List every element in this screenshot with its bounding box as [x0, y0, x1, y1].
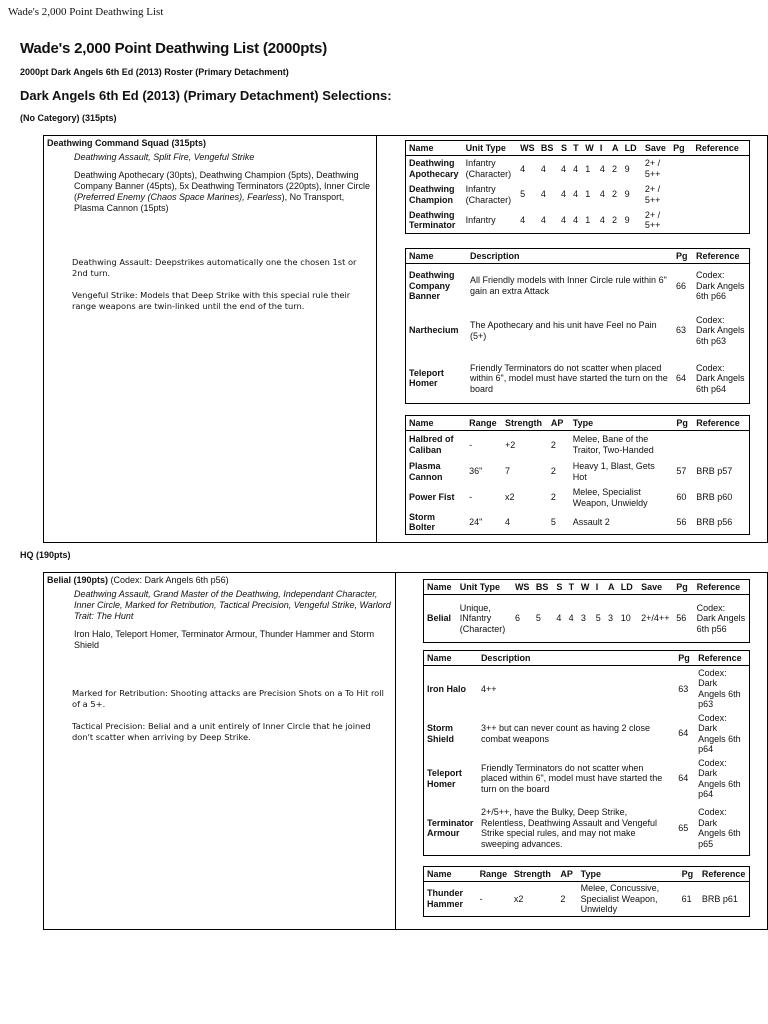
weapon-table-command-squad	[405, 415, 750, 535]
table-cell: 2	[612, 163, 618, 174]
description-table-command-squad	[405, 248, 750, 404]
table-cell: 56	[676, 516, 687, 527]
column-header: Name	[406, 141, 463, 156]
column-header: Pg	[673, 249, 693, 264]
table-cell: +2	[505, 439, 516, 450]
table-cell: BRB p60	[696, 492, 733, 503]
column-header: Reference	[693, 416, 749, 431]
table-cell: BRB p61	[701, 893, 738, 904]
table-cell: 9	[624, 215, 630, 225]
table-cell: Teleport Homer	[409, 367, 444, 389]
column-header: WS	[512, 580, 533, 595]
column-header: Save	[642, 141, 670, 156]
table-row	[424, 712, 750, 756]
table-cell	[673, 431, 693, 459]
table-cell: Iron Halo	[427, 683, 467, 694]
column-header: Reference	[695, 651, 749, 666]
table-row	[424, 802, 750, 856]
table-cell: 57	[676, 466, 687, 477]
column-header: W	[578, 580, 593, 595]
table-cell: 9	[624, 189, 630, 200]
table-cell: Codex: Dark Angels 6th p66	[696, 270, 745, 301]
profile-table-belial	[423, 579, 750, 643]
table-header-row	[424, 651, 750, 666]
table-row	[406, 511, 750, 535]
table-cell: 5	[535, 613, 541, 624]
table-cell: 4	[540, 189, 546, 200]
table-cell: 2	[612, 215, 618, 225]
column-header: Reference	[699, 867, 750, 882]
table-cell: -	[469, 439, 473, 450]
table-cell: 4	[573, 215, 579, 225]
table-cell: 9	[624, 163, 630, 174]
column-header: Name	[424, 580, 457, 595]
unit-rules-line: Deathwing Assault, Grand Master of the Deathwing, Independant Character, Inner Circle, Marked for Retribution, Tactical Precision, Vengeful Strike, Warlord Trait: The Hunt	[74, 589, 391, 621]
table-cell: 2+/5++, have the Bulky, Deep Strike, Relentless, Deathwing Assault and Vengeful Strike special rules, and may not make sweeping advances.	[480, 807, 658, 849]
table-cell: Teleport Homer	[427, 768, 462, 789]
table-cell: Terminator Armour	[427, 817, 474, 839]
rule-tactical-precision: Tactical Precision: Belial and a unit entirely of Inner Circle that he joined don't scatter when arriving by Deep Strike.	[72, 721, 371, 742]
column-header: Pg	[673, 416, 693, 431]
table-cell: 4	[599, 163, 605, 174]
table-cell: 64	[676, 373, 687, 383]
column-header: T	[570, 141, 582, 156]
table-cell: 2+ / 5++	[644, 158, 661, 179]
table-cell: 2+ / 5++	[644, 209, 661, 231]
column-header: WS	[517, 141, 538, 156]
table-row	[406, 182, 750, 208]
table-cell: Friendly Terminators do not scatter when placed within 6", model must have started the turn on the board	[470, 362, 668, 394]
table-cell: 4	[561, 163, 567, 174]
table-cell: 36"	[469, 466, 483, 477]
unit-composition: Iron Halo, Teleport Homer, Terminator Armour, Thunder Hammer and Storm Shield	[74, 629, 375, 650]
column-header: BS	[533, 580, 553, 595]
column-header: Save	[638, 580, 673, 595]
column-header: Pg	[675, 651, 695, 666]
profile-table-command-squad	[405, 140, 750, 234]
table-cell: 24"	[469, 516, 483, 527]
column-header: Description	[478, 651, 675, 666]
table-cell: 4	[540, 163, 546, 174]
selections-heading: Dark Angels 6th Ed (2013) (Primary Detachment) Selections:	[20, 88, 392, 103]
column-header: Pg	[679, 867, 699, 882]
table-cell: x2	[505, 492, 515, 503]
column-header: Name	[406, 416, 467, 431]
table-cell: 56	[676, 613, 687, 624]
table-cell: Codex: Dark Angels 6th p65	[698, 807, 741, 849]
column-header: S	[553, 580, 565, 595]
roster-subtitle: 2000pt Dark Angels 6th Ed (2013) Roster (Primary Detachment)	[20, 67, 289, 77]
unit-name: Deathwing Command Squad (315pts)	[47, 138, 207, 148]
column-header: BS	[538, 141, 558, 156]
table-cell: Infantry	[465, 215, 496, 225]
table-cell: 4	[568, 613, 574, 624]
table-cell: 2	[550, 492, 556, 503]
table-cell: 5	[520, 189, 526, 200]
table-cell: Codex: Dark Angels 6th p63	[698, 667, 741, 710]
column-header: Unit Type	[457, 580, 512, 595]
rule-deathwing-assault: Deathwing Assault: Deepstrikes automatically one the chosen 1st or 2nd turn.	[72, 257, 357, 278]
table-cell: 4	[599, 215, 605, 225]
table-cell: 61	[681, 893, 692, 904]
table-cell: Codex: Dark Angels 6th p63	[696, 314, 745, 346]
unit-composition: Deathwing Apothecary (30pts), Deathwing Champion (5pts), Deathwing Company Banner (45pts), 5x Deathwing Terminators (220pts), Inner Circle (Preferred Enemy (Chaos Space Marines), Fearless), No Transport, Plasma Cannon (15pts)	[74, 170, 370, 213]
unit-rules-line: Deathwing Assault, Split Fire, Vengeful Strike	[74, 152, 255, 162]
column-header: Unit Type	[463, 141, 518, 156]
table-cell: 4	[540, 215, 546, 225]
table-cell: Melee, Bane of the Traitor, Two-Handed	[572, 434, 654, 455]
table-row	[406, 264, 750, 308]
column-header: T	[566, 580, 578, 595]
table-header-row	[424, 580, 750, 595]
rule-vengeful-strike: Vengeful Strike: Models that Deep Strike with this special rule their range weapons are twin-linked until the end of the turn.	[72, 290, 351, 311]
table-row	[406, 354, 750, 404]
table-row	[406, 156, 750, 182]
table-cell: 2	[550, 466, 556, 477]
table-cell: 64	[678, 773, 689, 784]
column-header: I	[597, 141, 609, 156]
table-cell: All Friendly models with Inner Circle rule within 6" gain an extra Attack	[470, 275, 667, 296]
table-cell: Storm Shield	[427, 723, 455, 744]
table-cell: 1	[585, 189, 591, 200]
table-cell: 3	[607, 613, 613, 624]
table-header-row	[406, 249, 750, 264]
table-row	[424, 595, 750, 643]
table-cell: 1	[585, 215, 591, 225]
table-cell: Halbred of Caliban	[409, 434, 454, 455]
table-row	[406, 431, 750, 459]
column-header: Reference	[693, 249, 750, 264]
table-cell: -	[469, 492, 473, 503]
column-header: Strength	[502, 416, 548, 431]
table-cell: Belial	[427, 613, 452, 624]
table-header-row	[406, 416, 750, 431]
table-cell: Friendly Terminators do not scatter when placed within 6", model must have started the turn on the board	[480, 762, 663, 794]
table-cell: 4	[599, 189, 605, 200]
column-header: Name	[406, 249, 468, 264]
column-header: LD	[618, 580, 638, 595]
weapon-table-belial	[423, 866, 750, 917]
column-header: Pg	[670, 141, 692, 156]
table-cell: Codex: Dark Angels 6th p64	[698, 712, 741, 754]
column-header: Reference	[694, 580, 750, 595]
column-header: Description	[467, 249, 673, 264]
table-cell: 2	[550, 439, 556, 450]
column-header: S	[558, 141, 570, 156]
column-header: LD	[622, 141, 642, 156]
table-cell: Assault 2	[572, 516, 610, 527]
table-cell: -	[479, 893, 483, 904]
column-header: W	[582, 141, 597, 156]
table-cell: Codex: Dark Angels 6th p64	[698, 757, 741, 799]
table-cell: 3	[580, 613, 586, 624]
column-header: Range	[466, 416, 502, 431]
table-row	[424, 882, 750, 917]
table-cell: 5	[595, 613, 601, 624]
table-cell: 4	[556, 613, 562, 624]
description-table-belial	[423, 650, 750, 856]
table-cell: 7	[505, 466, 511, 477]
table-cell: x2	[513, 893, 524, 904]
table-cell: 10	[620, 613, 631, 624]
column-header: A	[609, 141, 622, 156]
table-cell: 4	[573, 163, 579, 174]
table-cell: BRB p56	[696, 516, 733, 527]
page-header: Wade's 2,000 Point Deathwing List	[8, 6, 164, 18]
table-cell: 4++	[480, 683, 497, 694]
no-category-heading: (No Category) (315pts)	[20, 113, 117, 123]
table-row	[406, 208, 750, 234]
page-title: Wade's 2,000 Point Deathwing List (2000pts)	[20, 40, 327, 57]
table-cell: 4	[520, 163, 526, 174]
table-cell: 63	[678, 683, 689, 694]
table-cell: Infantry (Character)	[465, 158, 512, 179]
table-cell: 65	[678, 823, 689, 833]
column-header: Name	[424, 651, 478, 666]
table-cell: 4	[573, 189, 579, 200]
table-cell: Codex: Dark Angels 6th p64	[696, 362, 745, 394]
table-row	[406, 308, 750, 354]
table-row	[406, 485, 750, 511]
table-cell: 4	[520, 215, 526, 225]
table-header-row	[406, 141, 750, 156]
table-cell: 2+/4++	[641, 613, 670, 624]
table-cell: 60	[676, 492, 687, 503]
table-row	[424, 666, 750, 712]
table-cell: Deathwing Apothecary	[409, 158, 459, 179]
table-cell: 66	[676, 280, 687, 291]
table-cell: 4	[505, 516, 511, 527]
table-cell: 3++ but can never count as having 2 close combat weapons	[480, 723, 651, 744]
table-cell: Melee, Specialist Weapon, Unwieldy	[572, 487, 648, 508]
unit-name-line: Belial (190pts) (Codex: Dark Angels 6th p56)	[47, 575, 229, 585]
column-header: Type	[578, 867, 679, 882]
table-cell: Heavy 1, Blast, Gets Hot	[572, 461, 655, 482]
table-cell: Melee, Concussive, Specialist Weapon, Unwieldy	[580, 883, 660, 914]
table-cell: 6	[514, 613, 520, 624]
table-row	[424, 756, 750, 802]
column-header: Strength	[511, 867, 557, 882]
table-cell: Deathwing Company Banner	[409, 270, 455, 301]
rule-marked-for-retribution: Marked for Retribution: Shooting attacks are Precision Shots on a To Hit roll of a 5+.	[72, 688, 384, 709]
column-header: AP	[557, 867, 577, 882]
table-cell: 2+ / 5++	[644, 184, 661, 205]
table-cell: Power Fist	[409, 492, 455, 503]
column-header: Reference	[692, 141, 749, 156]
table-cell: 63	[676, 325, 687, 336]
table-cell: Unique, INfantry (Character)	[459, 602, 506, 634]
column-header: Range	[477, 867, 511, 882]
table-cell: Plasma Cannon	[409, 461, 443, 482]
unit-left-panel	[44, 573, 396, 929]
table-cell: 4	[561, 215, 567, 225]
table-cell: 1	[585, 163, 591, 174]
table-cell: Thunder Hammer	[427, 888, 464, 909]
table-cell	[693, 431, 749, 459]
table-cell: 4	[561, 189, 567, 200]
column-header: A	[605, 580, 618, 595]
table-header-row	[424, 867, 750, 882]
table-cell: Deathwing Champion	[409, 184, 455, 205]
column-header: I	[593, 580, 605, 595]
table-cell: Infantry (Character)	[465, 184, 512, 205]
table-cell: 2	[560, 893, 566, 904]
table-cell: Narthecium	[409, 325, 459, 336]
table-cell: Codex: Dark Angels 6th p56	[696, 602, 746, 634]
table-cell: Storm Bolter	[409, 511, 436, 532]
table-cell: Deathwing Terminator	[409, 209, 456, 231]
table-cell: 2	[612, 189, 618, 200]
column-header: Name	[424, 867, 477, 882]
hq-heading: HQ (190pts)	[20, 550, 71, 560]
column-header: AP	[548, 416, 570, 431]
column-header: Pg	[673, 580, 693, 595]
table-cell: The Apothecary and his unit have Feel no Pain (5+)	[470, 320, 657, 341]
table-cell: 5	[550, 516, 556, 527]
table-row	[406, 459, 750, 485]
table-cell: 64	[678, 728, 689, 739]
column-header: Type	[570, 416, 674, 431]
table-cell: BRB p57	[696, 466, 733, 477]
